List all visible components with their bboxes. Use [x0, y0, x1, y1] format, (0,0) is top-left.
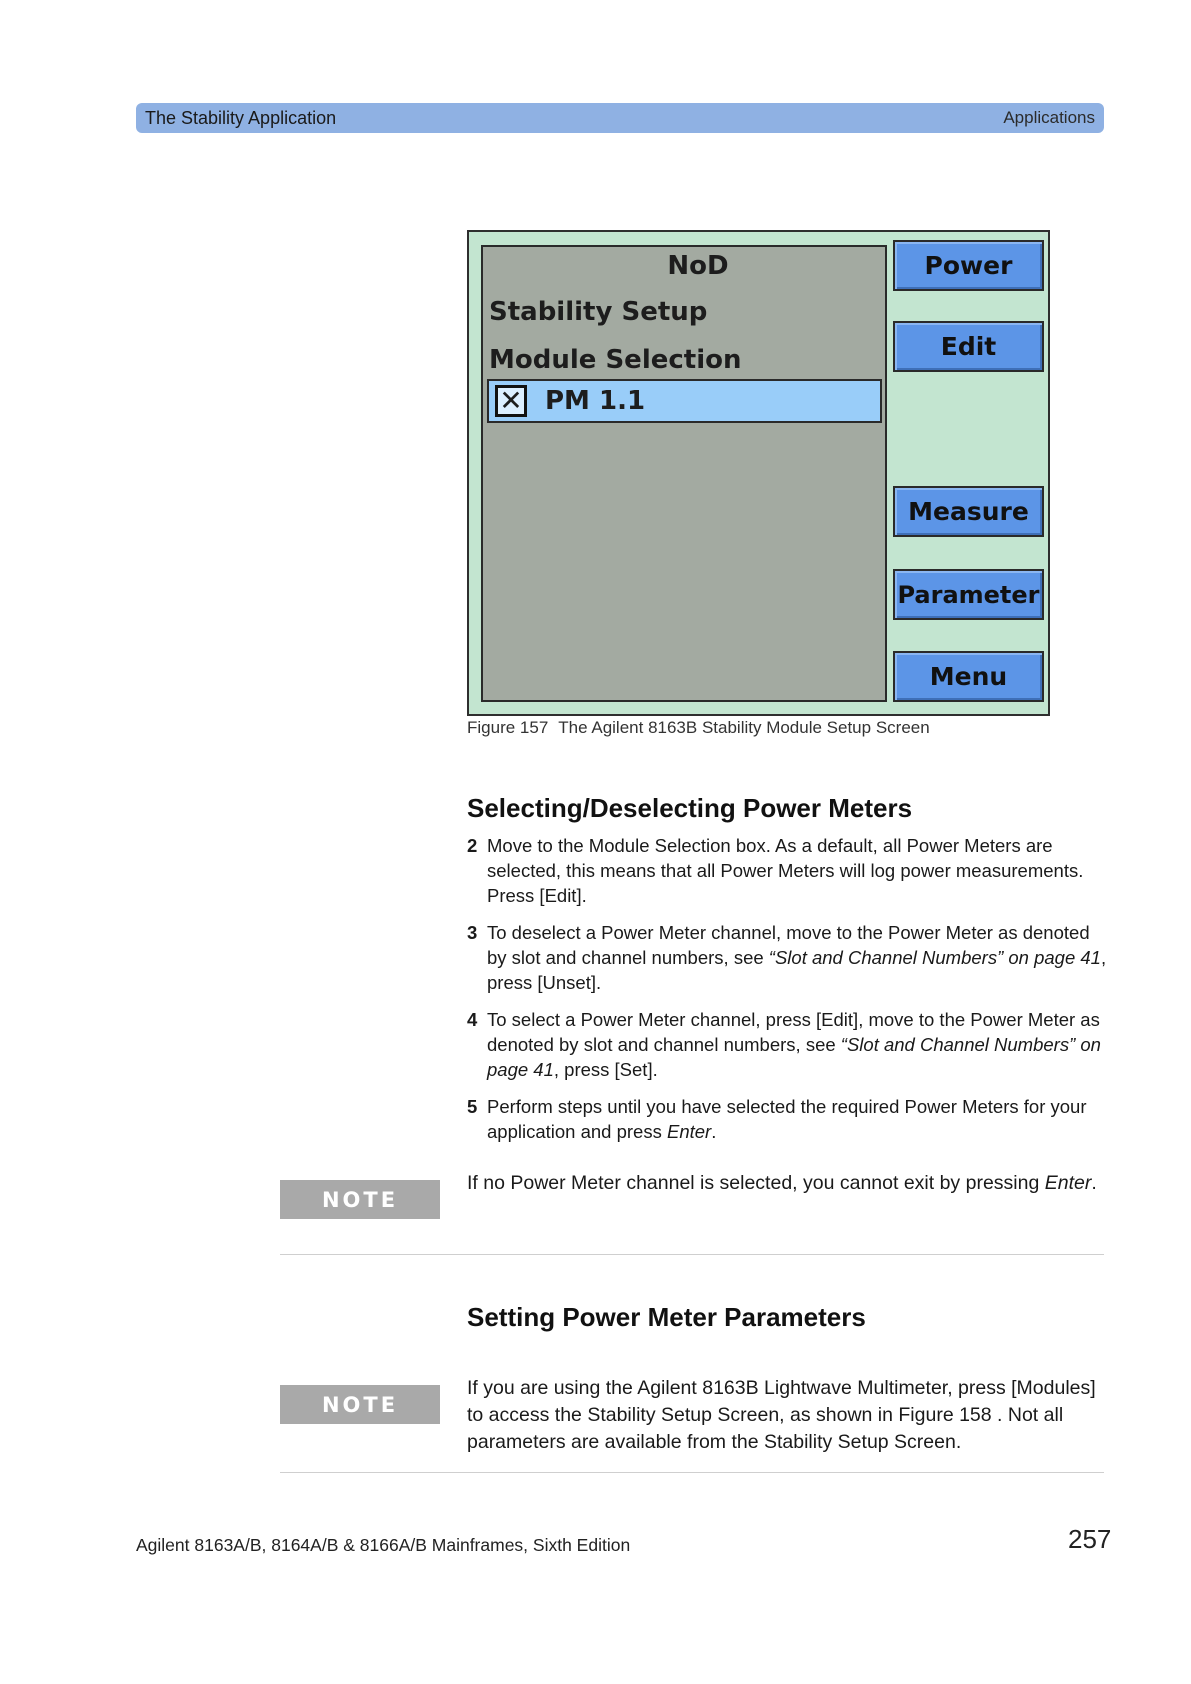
note-badge: NOTE [280, 1180, 440, 1219]
softkey-edit: Edit [893, 321, 1044, 372]
procedure-steps [467, 833, 1107, 1156]
softkey-measure: Measure [893, 486, 1044, 537]
step-text [487, 920, 1107, 995]
module-label: PM 1.1 [545, 386, 646, 416]
note-text-enter: Enter [1044, 1172, 1092, 1194]
header-section-title: The Stability Application [145, 107, 337, 128]
section-divider-2 [280, 1472, 1104, 1473]
procedure-step [467, 1007, 1107, 1082]
figure-caption-text: The Agilent 8163B Stability Module Setup Screen [558, 718, 930, 737]
step-text-segment: , press [Unset]. [487, 947, 1107, 993]
step-text [487, 1007, 1107, 1082]
footer-manual-title: Agilent 8163A/B, 8164A/B & 8166A/B Mainframes, Sixth Edition [136, 1535, 631, 1555]
note-badge-2: NOTE [280, 1385, 440, 1424]
section-heading-selecting: Selecting/Deselecting Power Meters [467, 793, 913, 823]
note-text-end: . [1091, 1172, 1097, 1194]
procedure-step [467, 833, 1107, 908]
step-number: 5 [467, 1096, 478, 1117]
page-number: 257 [1068, 1524, 1112, 1554]
header-chapter-title: Applications [1003, 108, 1095, 127]
screen-title: NoD [667, 251, 729, 281]
step-text-segment: Perform steps until you have selected the required Power Meters for your application and press [487, 1096, 1087, 1142]
section-divider [280, 1254, 1104, 1255]
note-text-no-channel [467, 1170, 1107, 1197]
step-text [487, 1094, 1107, 1144]
step-text-reference: Enter [666, 1121, 712, 1142]
checked-checkbox-icon: ✕ [495, 385, 527, 417]
step-number: 2 [467, 835, 478, 856]
step-text-segment: . [711, 1121, 717, 1142]
step-text-segment: Move to the Module Selection box. As a default, all Power Meters are selected, this means that all Power Meters will log power measurements. Press [Edit]. [487, 835, 1084, 906]
screen-subtitle: Stability Setup [489, 297, 708, 327]
module-row-pm-1-1 [487, 379, 882, 423]
softkey-menu: Menu [893, 651, 1044, 702]
step-text-reference: “Slot and Channel Numbers” on page 41 [768, 947, 1101, 968]
figure-number: Figure 157 [467, 718, 549, 737]
step-text-segment: , press [Set]. [553, 1059, 658, 1080]
section-heading-parameters: Setting Power Meter Parameters [467, 1302, 866, 1332]
running-header [136, 103, 1104, 133]
instrument-screen-figure [467, 230, 1050, 716]
instrument-display-panel [481, 245, 887, 702]
figure-caption [467, 718, 930, 738]
step-text-segment: To deselect a Power Meter channel, move to the Power Meter as denoted by slot and channel numbers, see [487, 922, 1090, 968]
step-text [487, 833, 1107, 908]
procedure-step [467, 1094, 1107, 1144]
module-selection-label: Module Selection [489, 345, 742, 375]
softkey-parameter: Parameter [893, 569, 1044, 620]
procedure-step [467, 920, 1107, 995]
note-text-modules: If you are using the Agilent 8163B Lightwave Multimeter, press [Modules] to access the Stability Setup Screen, as shown in Figure 158 . Not all parameters are available from the Stability Setup Screen. [467, 1377, 1096, 1453]
step-text-reference: “Slot and Channel Numbers” on page 41 [487, 1034, 1101, 1080]
step-text-segment: To select a Power Meter channel, press [Edit], move to the Power Meter as denoted by slot and channel numbers, see [487, 1009, 1100, 1055]
step-number: 3 [467, 922, 478, 943]
note-text-body: If no Power Meter channel is selected, you cannot exit by pressing [467, 1172, 1045, 1194]
step-number: 4 [467, 1009, 478, 1030]
softkey-power: Power [893, 240, 1044, 291]
